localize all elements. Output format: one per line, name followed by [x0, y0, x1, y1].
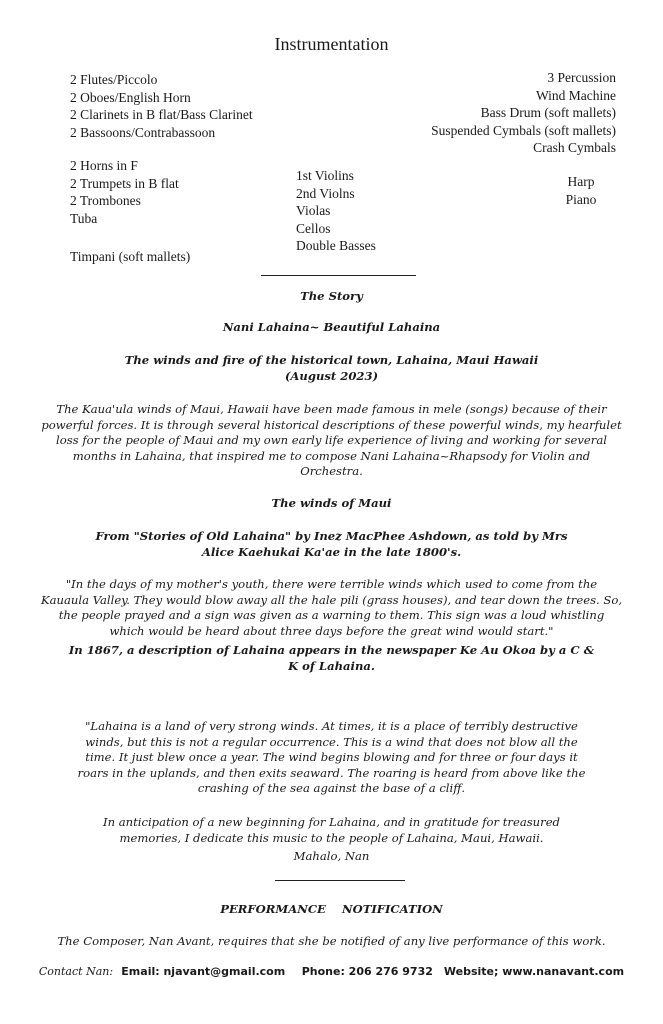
- keys-item: Piano: [565, 191, 597, 207]
- quote-paragraph: "Lahaina is a land of very strong winds. At times, it is a place of terribly destructive winds, but this is not a regular occurrence. This is a wind that does not blow all the time. It just blew once a year. The wind begins blowing and for three or four days it roars in the uplands, and then exits seaward. The roaring is heard from above like the crashing of the sea against the base of a cliff.: [77, 719, 586, 795]
- contact-label: Contact Nan:: [38, 965, 114, 978]
- winds-heading: The winds of Maui: [271, 496, 392, 510]
- dedication-paragraph: In anticipation of a new beginning for Lahaina, and in gratitude for treasured memories, I dedicate this music to the people of Lahaina, Maui, Hawaii.: [103, 815, 560, 845]
- phone-number: Phone: 206 276 9732: [301, 965, 433, 978]
- strings-item: 2nd Violns: [296, 185, 355, 201]
- woodwind-item: 2 Clarinets in B flat/Bass Clarinet: [70, 107, 253, 122]
- page-title: Instrumentation: [274, 34, 389, 54]
- percussion-item: Bass Drum (soft mallets): [480, 105, 616, 120]
- strings-item: Violas: [296, 203, 331, 218]
- percussion-item: Wind Machine: [535, 87, 616, 103]
- strings-list: [296, 167, 376, 255]
- keys-item: Harp: [567, 174, 595, 189]
- woodwind-item: 2 Bassoons/Contrabassoon: [70, 124, 216, 140]
- brass-item: 2 Trumpets in B flat: [70, 175, 179, 191]
- divider: [275, 880, 405, 881]
- woodwind-item: 2 Oboes/English Horn: [70, 89, 191, 105]
- source-heading: From "Stories of Old Lahaina" by Inez MacPhee Ashdown, as told by Mrs Alice Kaehukai Ka'ae in the late 1800's.: [95, 529, 568, 559]
- quote-paragraph: "In the days of my mother's youth, there were terrible winds which used to come from the Kauaula Valley. They would blow away all the hale pili (grass houses), and tear down the trees. So, the people prayed and a sign was given as a warning to them. This sign was a loud whistling which would be heard about three days before the great wind would start.": [40, 577, 623, 638]
- performance-heading: PERFORMANCE NOTIFICATION: [220, 902, 443, 916]
- percussion-item: Crash Cymbals: [533, 140, 616, 155]
- website-link[interactable]: Website; www.nanavant.com: [443, 965, 625, 978]
- percussion-list: [431, 69, 616, 157]
- brass-item: 2 Trombones: [70, 193, 141, 208]
- timpani-item: Timpani (soft mallets): [70, 249, 191, 264]
- woodwind-item: 2 Flutes/Piccolo: [70, 72, 158, 87]
- date-line: (August 2023): [284, 369, 379, 383]
- strings-item: Cellos: [296, 220, 331, 236]
- brass-item: 2 Horns in F: [70, 158, 138, 173]
- percussion-item: Suspended Cymbals (soft mallets): [431, 122, 616, 138]
- winds-fire-heading: The winds and fire of the historical town, Lahaina, Maui Hawaii: [124, 353, 539, 367]
- strings-item: Double Basses: [296, 238, 376, 253]
- story-subtitle: Nani Lahaina~ Beautiful Lahaina: [222, 320, 441, 334]
- keys-list: [546, 173, 616, 208]
- contact-footer: [0, 965, 663, 978]
- brass-item: Tuba: [70, 210, 98, 226]
- story-heading: The Story: [300, 289, 363, 303]
- brass-list: [70, 157, 179, 227]
- percussion-item: 3 Percussion: [547, 70, 616, 85]
- divider: [261, 275, 416, 276]
- signoff: Mahalo, Nan: [293, 849, 370, 863]
- strings-item: 1st Violins: [296, 168, 354, 183]
- performance-text: The Composer, Nan Avant, requires that she be notified of any live performance of this work.: [57, 934, 606, 948]
- woodwinds-list: [70, 71, 253, 141]
- email-link[interactable]: Email: njavant@gmail.com: [121, 965, 286, 978]
- source-heading: In 1867, a description of Lahaina appears in the newspaper Ke Au Okoa by a C & K of Lahaina.: [68, 643, 595, 673]
- intro-paragraph: The Kaua'ula winds of Maui, Hawaii have been made famous in mele (songs) because of their powerful forces. It is through several historical descriptions of these powerful winds, my hearfulet loss for the people of Maui and my own early life experience of living and working for several months in Lahaina, that inspired me to compose Nani Lahaina~Rhapsody for Violin and Orchestra.: [41, 402, 622, 478]
